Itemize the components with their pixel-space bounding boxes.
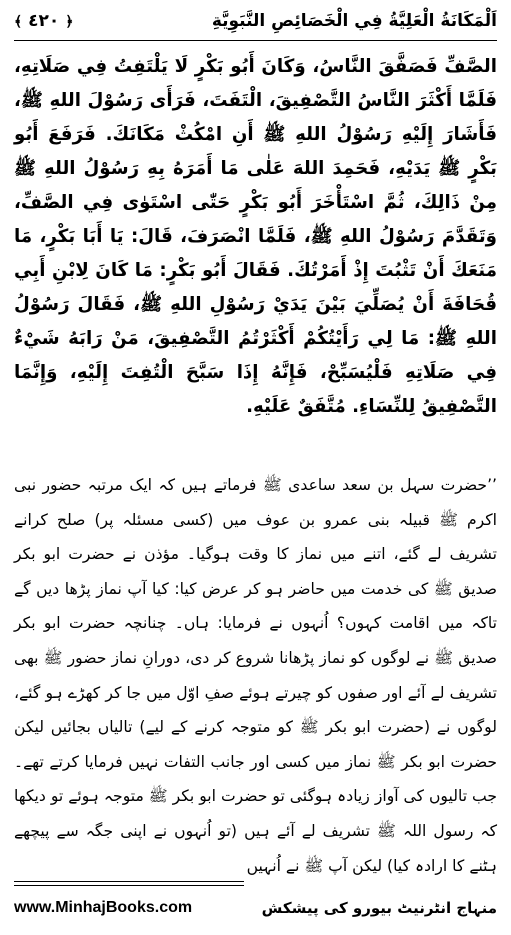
footer-divider-second (14, 885, 244, 886)
publisher-credit: منہاج انٹرنیٹ بیورو کی پیشکش (261, 899, 497, 917)
page-header (14, 4, 497, 38)
page-number: ٤٢٠ (28, 11, 60, 31)
footer-divider (14, 881, 244, 882)
ornament-left: ﴾ (14, 14, 23, 30)
header-divider (14, 40, 497, 41)
book-title: اَلْمَكَانَةُ الْعَلِيَّةُ فِي الْخَصَائِصِ النَّبَوِيَّةِ (211, 11, 497, 31)
arabic-hadith-text: الصَّفِّ فَصَفَّقَ النَّاسُ، وَكَانَ أَبُو بَكْرٍ لَا يَلْتَفِتُ فِي صَلَاتِهِ، فَلَمَّا أَكْثَرَ النَّاسُ التَّصْفِيقَ، الْتَفَتَ، فَرَأَى رَسُوْلَ اللهِ ﷺ، فَأَشَارَ إِلَيْهِ رَسُوْلُ اللهِ ﷺ أَنِ امْكُثْ مَكَانَكَ. فَرَفَعَ أَبُو بَكْرٍ ﷺ يَدَيْهِ، فَحَمِدَ اللهَ عَلٰى مَا أَمَرَهُ بِهِ رَسُوْلُ اللهِ ﷺ مِنْ ذَالِكَ، ثُمَّ اسْتَأْخَرَ أَبُو بَكْرٍ حَتّٰى اسْتَوٰى فِي الصَّفِّ، وَتَقَدَّمَ رَسُوْلُ اللهِ ﷺ، فَلَمَّا انْصَرَفَ، قَالَ: يَا أَبَا بَكْرٍ، مَا مَنَعَكَ أَنْ تَثْبُتَ إِذْ أَمَرْتُكَ. فَقَالَ أَبُو بَكْرٍ: مَا كَانَ لِابْنِ أَبِي قُحَافَةَ أَنْ يُصَلِّيَ بَيْنَ يَدَيْ رَسُوْلِ اللهِ ﷺ، فَقَالَ رَسُوْلُ اللهِ ﷺ: مَا لِي رَأَيْتُكُمْ أَكْثَرْتُمُ التَّصْفِيقَ، مَنْ رَابَهُ شَيْءٌ فِي صَلَاتِهِ فَلْيُسَبِّحْ، فَإِنَّهُ إِذَا سَبَّحَ الْتُفِتَ إِلَيْهِ، وَإِنَّمَا التَّصْفِيقُ لِلنِّسَاءِ. مُتَّفَقٌ عَلَيْهِ. (14, 56, 497, 417)
ornament-right: ﴿ (65, 14, 74, 30)
page-number-box (14, 11, 73, 31)
page-footer (14, 895, 497, 921)
urdu-translation-text: ’’حضرت سہل بن سعد ساعدی ﷺ فرماتے ہیں کہ ایک مرتبہ حضور نبی اکرم ﷺ قبیلہ بنی عمرو بن عوف میں (کسی مسئلہ پر) صلح کرانے تشریف لے گئے، اتنے میں نماز کا وقت ہوگیا۔ مؤذن نے حضرت ابو بکر صدیق ﷺ کی خدمت میں حاضر ہو کر عرض کیا: کیا آپ نماز پڑھا دیں گے تاکہ میں اقامت کہوں؟ اُنہوں نے فرمایا: ہاں۔ چنانچہ حضرت ابو بکر صدیق ﷺ نے لوگوں کو نماز پڑھانا شروع کر دی، دورانِ نماز حضور ﷺ بھی تشریف لے آئے اور صفوں کو چیرتے ہوئے صفِ اوّل میں جا کر کھڑے ہو گئے، لوگوں نے (حضرت ابو بکر ﷺ کو متوجہ کرنے کے لیے) تالیاں بجائیں لیکن حضرت ابو بکر ﷺ نماز میں کسی اور جانب التفات نہیں فرمایا کرتے تھے۔ جب تالیوں کی آواز زیادہ ہوگئی تو حضرت ابو بکر ﷺ متوجہ ہوئے تو دیکھا کہ رسول اللہ ﷺ تشریف لے آئے ہیں (تو اُنہوں نے اپنی جگہ سے پیچھے ہٹنے کا ارادہ کیا) لیکن آپ ﷺ نے اُنہیں (14, 476, 497, 875)
website-url: www.MinhajBooks.com (14, 899, 193, 916)
